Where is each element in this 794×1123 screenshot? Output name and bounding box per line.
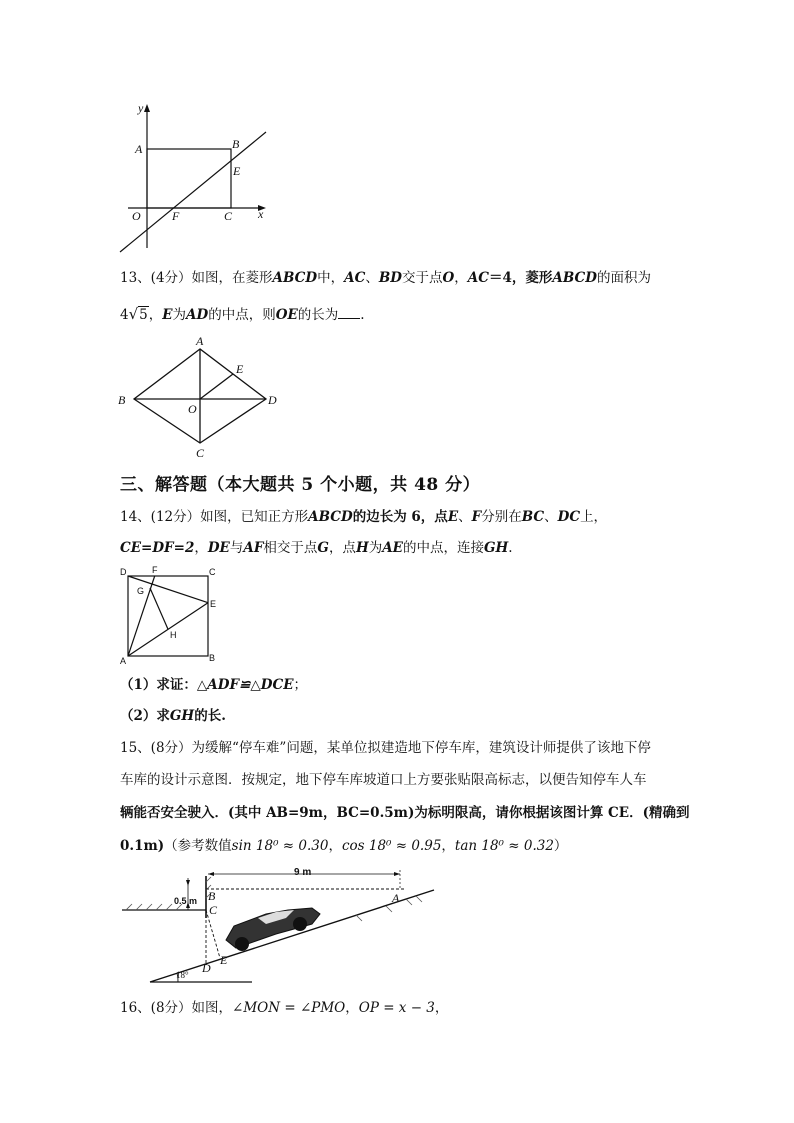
figure-coordinate-rectangle bbox=[110, 98, 285, 260]
label-c: C bbox=[209, 903, 218, 917]
label-b: B bbox=[232, 137, 240, 151]
q13-text: ， bbox=[454, 270, 468, 286]
q14-text: 上， bbox=[580, 509, 608, 525]
q15-text: ， bbox=[441, 838, 455, 854]
q13-e: E bbox=[162, 307, 173, 323]
label-c: C bbox=[196, 446, 205, 460]
label-d: D bbox=[268, 393, 277, 407]
q13-text: 的面积为 bbox=[597, 270, 651, 286]
label-o: O bbox=[188, 402, 197, 416]
q14-condition: CE=DF=2 bbox=[120, 540, 195, 556]
q13-coefficient: 4 bbox=[120, 307, 129, 323]
q14-text: 、 bbox=[544, 509, 558, 525]
q13-text: . bbox=[360, 307, 365, 323]
label-c: C bbox=[224, 209, 233, 223]
q15-line1: 15、(8分）为缓解“停车难”问题，某单位拟建造地下停车库，建筑设计师提供了该地下停 bbox=[120, 740, 651, 756]
car-icon bbox=[226, 908, 320, 951]
label-a: A bbox=[135, 142, 143, 156]
q14-text: 分别在 bbox=[481, 509, 522, 525]
q14-sub2 bbox=[120, 706, 226, 726]
q16-text: ， bbox=[345, 1000, 359, 1016]
q14-text: ， bbox=[194, 540, 208, 556]
q13-text: ， bbox=[148, 307, 163, 323]
q14-gh: GH bbox=[483, 540, 509, 556]
label-e: E bbox=[233, 164, 241, 178]
q14-text: 与 bbox=[229, 540, 244, 556]
answer-blank bbox=[338, 306, 360, 319]
q14-text: ； bbox=[293, 677, 307, 693]
section-heading: 三、解答题（本大题共 5 个小题，共 48 分） bbox=[120, 475, 481, 495]
q13-line1 bbox=[120, 268, 651, 288]
q15-sin-value: sin 18⁰ ≈ 0.30 bbox=[231, 838, 329, 854]
label-e: E bbox=[220, 953, 228, 967]
label-f: F bbox=[152, 565, 158, 575]
q13-text: ＝4，菱形 bbox=[489, 270, 553, 286]
q16-angle-equation: ∠MON = ∠PMO bbox=[232, 1000, 346, 1016]
q15-tan-value: tan 18⁰ ≈ 0.32 bbox=[454, 838, 554, 854]
q15-line2: 车库的设计示意图．按规定，地下停车库坡道口上方要张贴限高标志，以便告知停车人车 bbox=[120, 772, 647, 788]
q14-sub-label: （2）求 bbox=[120, 708, 170, 724]
q13-text: 交于点 bbox=[402, 270, 443, 286]
label-h: H bbox=[170, 630, 177, 640]
label-b: B bbox=[208, 889, 216, 903]
q14-e: E bbox=[447, 509, 459, 525]
q15-line3: 辆能否安全驶入．(其中 AB=9m，BC=0.5m)为标明限高，请你根据该图计算 CE．(精确到 bbox=[120, 805, 690, 821]
q14-dc: DC bbox=[557, 509, 581, 525]
q13-oe: OE bbox=[275, 307, 298, 323]
q15-text: ） bbox=[553, 838, 568, 854]
q14-text: ，点 bbox=[328, 540, 356, 556]
q14-sub1 bbox=[120, 675, 307, 695]
q14-gh: GH bbox=[169, 708, 195, 724]
sqrt-symbol: √ bbox=[128, 305, 139, 323]
figure-square bbox=[114, 564, 224, 668]
q13-ac: AC bbox=[344, 270, 366, 286]
q13-text: 为 bbox=[172, 307, 187, 323]
figure-rhombus bbox=[112, 333, 287, 461]
q14-h: H bbox=[355, 540, 369, 556]
q15-text: 0.1m) bbox=[120, 838, 165, 854]
q13-abcd: ABCD bbox=[272, 270, 318, 286]
q14-de: DE bbox=[207, 540, 230, 556]
label-a: A bbox=[392, 891, 400, 905]
label-x: x bbox=[258, 207, 264, 221]
q13-text: 13、(4分）如图，在菱形 bbox=[120, 270, 273, 286]
q13-text: 中， bbox=[317, 270, 345, 286]
label-b: B bbox=[118, 393, 126, 407]
q15-text: ， bbox=[328, 838, 342, 854]
q13-ac: AC bbox=[467, 270, 489, 286]
q14-text: 的长. bbox=[194, 708, 226, 724]
q16-op-equation: OP = x − 3 bbox=[358, 1000, 435, 1016]
q15-line4 bbox=[120, 836, 567, 856]
q14-text: 的边长为 6，点 bbox=[352, 509, 448, 525]
label-distance: 9 m bbox=[294, 867, 312, 878]
q14-ae: AE bbox=[382, 540, 403, 556]
q13-ad: AD bbox=[186, 307, 209, 323]
label-d: D bbox=[202, 961, 211, 975]
label-angle: 18° bbox=[176, 970, 189, 980]
label-d: D bbox=[120, 567, 127, 577]
label-e: E bbox=[210, 599, 217, 609]
q14-line1 bbox=[120, 507, 607, 527]
q13-radicand: 5 bbox=[139, 307, 148, 323]
q14-abcd: ABCD bbox=[308, 509, 353, 525]
q14-text: 14、(12分）如图，已知正方形 bbox=[120, 509, 309, 525]
label-f: F bbox=[172, 209, 180, 223]
label-b: B bbox=[209, 653, 216, 663]
q13-abcd: ABCD bbox=[552, 270, 597, 286]
q14-sub-label: （1）求证： bbox=[120, 677, 197, 693]
label-a: A bbox=[120, 656, 127, 666]
q13-text: 、 bbox=[365, 270, 379, 286]
q14-text: 的中点，连接 bbox=[402, 540, 484, 556]
figure-garage-ramp bbox=[116, 862, 441, 992]
q14-text: . bbox=[508, 540, 513, 556]
label-e: E bbox=[236, 362, 244, 376]
q14-text: 相交于点 bbox=[263, 540, 318, 556]
q15-cos-value: cos 18⁰ ≈ 0.95 bbox=[341, 838, 442, 854]
q14-text: 为 bbox=[368, 540, 383, 556]
q15-text: （参考数值 bbox=[164, 838, 232, 854]
q13-o: O bbox=[442, 270, 455, 286]
q14-congruence: △ADF≌△DCE bbox=[196, 677, 294, 693]
label-y: y bbox=[138, 101, 144, 115]
label-a: A bbox=[196, 334, 204, 348]
label-c: C bbox=[209, 567, 216, 577]
q16-line1 bbox=[120, 998, 448, 1018]
q14-bc: BC bbox=[521, 509, 545, 525]
q13-bd: BD bbox=[378, 270, 402, 286]
q16-text: 16、(8分）如图， bbox=[120, 1000, 233, 1016]
q14-text: 、 bbox=[458, 509, 472, 525]
q14-af: AF bbox=[243, 540, 264, 556]
q14-line2 bbox=[120, 538, 513, 558]
q14-f: F bbox=[471, 509, 482, 525]
q13-text: 的长为 bbox=[297, 307, 339, 323]
label-o: O bbox=[132, 209, 141, 223]
label-g: G bbox=[137, 586, 145, 596]
q13-text: 的中点，则 bbox=[208, 307, 276, 323]
q14-g: G bbox=[317, 540, 329, 556]
q16-text: ， bbox=[434, 1000, 449, 1016]
q13-line2 bbox=[120, 304, 365, 325]
label-height: 0.5 m bbox=[174, 896, 198, 906]
